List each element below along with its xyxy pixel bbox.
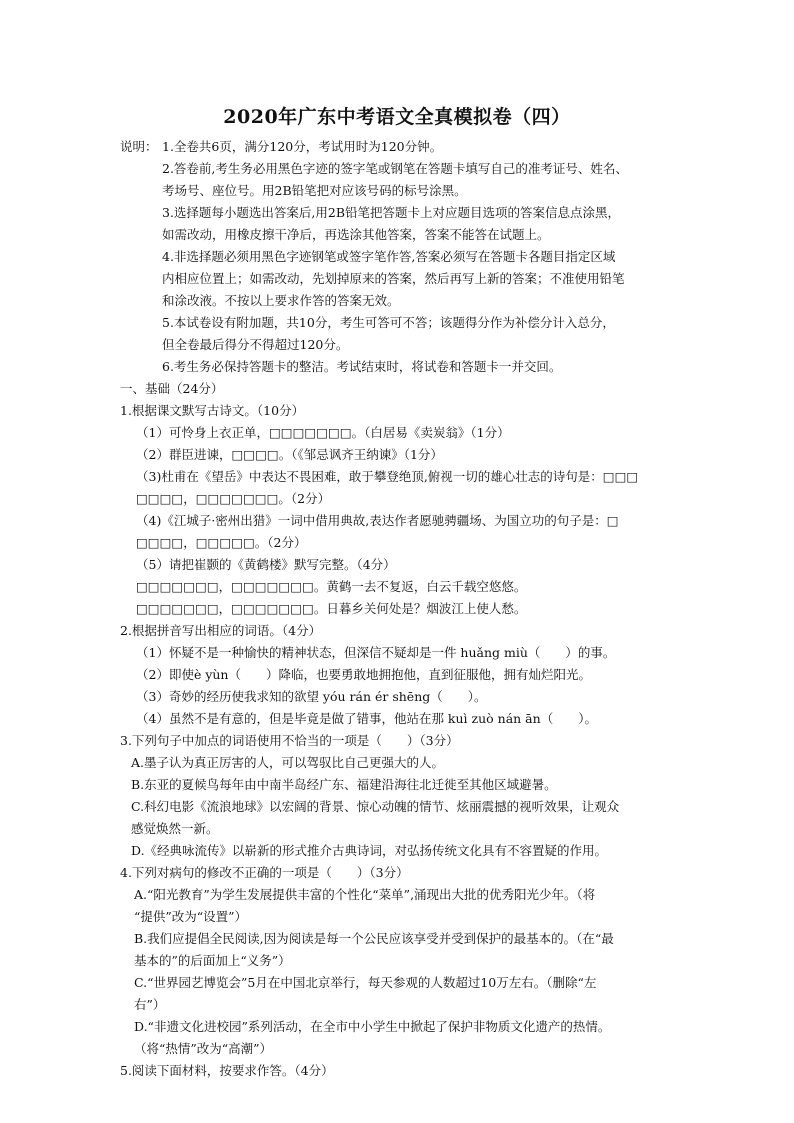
question-5-stem: 5.阅读下面材料，按要求作答。（4分） [120, 1063, 334, 1078]
question-1-item: （1）可怜身上衣正单，□□□□□□□。（白居易《卖炭翁》（1分） [136, 425, 510, 440]
instruction-line: 1.全卷共6页，满分120分，考试用时为120分钟。 [162, 139, 443, 154]
page-title: 2020年广东中考语文全真模拟卷（四） [223, 106, 571, 128]
question-4-option: “提供”改为“设置”） [134, 909, 248, 924]
instruction-line: 2.答卷前,考生务必用黑色字迹的签字笔或钢笔在答题卡填写自己的准考证号、姓名、 [162, 161, 628, 176]
question-4-option: A.“阳光教育”为学生发展提供丰富的个性化“菜单”,涌现出大批的优秀阳光少年。（将 [134, 887, 596, 902]
question-1-item: □□□□□□□，□□□□□□□。黄鹤一去不复返，白云千载空悠悠。 [136, 579, 527, 594]
question-1-item: （2）群臣进谏，□□□□。（《邹忌讽齐王纳谏》（1分） [136, 447, 443, 462]
question-1-item: （5）请把崔颢的《黄鹤楼》默写完整。（4分） [136, 557, 396, 572]
question-4-option: 右”） [134, 997, 166, 1012]
question-1-item: （3)杜甫在《望岳》中表达不畏困难，敢于攀登绝顶,俯视一切的雄心壮志的诗句是：□□□ [136, 469, 639, 484]
instruction-line: 考场号、座位号。用2B铅笔把对应该号码的标号涂黑。 [162, 183, 467, 198]
instruction-line: 和涂改液。不按以上要求作答的答案无效。 [162, 293, 400, 308]
instruction-line: 内相应位置上；如需改动，先划掉原来的答案，然后再写上新的答案；不准使用铅笔 [162, 271, 625, 286]
question-4-option: D.“非遗文化进校园”系列活动，在全市中小学生中掀起了保护非物质文化遗产的热情。 [134, 1019, 611, 1034]
question-3-option: A.墨子认为真正厉害的人，可以驾驭比自己更强大的人。 [131, 755, 445, 770]
instruction-line: 5.本试卷设有附加题，共10分，考生可答可不答；该题得分作为补偿分计入总分， [162, 315, 615, 330]
question-3-option: C.科幻电影《流浪地球》以宏阔的背景、惊心动魄的情节、炫丽震撼的视听效果，让观众 [131, 799, 620, 814]
question-4-option: 基本的”的后面加上“义务”） [134, 953, 291, 968]
question-1-stem: 1.根据课文默写古诗文。（10分） [120, 403, 305, 418]
question-1-item: （4)《江城子·密州出猎》一词中借用典故,表达作者愿驰骋疆场、为国立功的句子是：□ [136, 513, 619, 528]
question-2-item: （4）虽然不是有意的，但是毕竟是做了错事，他站在那 kuì zuò nán ān（ ）。 [136, 711, 597, 726]
question-3-option: D.《经典咏流传》以崭新的形式推介古典诗词，对弘扬传统文化具有不容置疑的作用。 [131, 843, 608, 858]
question-3-stem: 3.下列句子中加点的词语使用不恰当的一项是（ ）（3分） [120, 733, 459, 748]
question-4-option: B.我们应提倡全民阅读,因为阅读是每一个公民应该享受并受到保护的最基本的。（在“最 [134, 931, 614, 946]
question-2-stem: 2.根据拼音写出相应的词语。（4分） [120, 623, 322, 638]
instruction-line: 如需改动，用橡皮擦干净后，再选涂其他答案，答案不能答在试题上。 [162, 227, 550, 242]
instruction-line: 4.非选择题必须用黑色字迹钢笔或签字笔作答,答案必须写在答题卡各题目指定区域 [162, 249, 616, 264]
instructions-label: 说明： [120, 139, 158, 154]
question-1-item: □□□□，□□□□□。（2分） [136, 535, 307, 550]
question-4-option: C.“世界园艺博览会”5月在中国北京举行，每天参观的人数超过10万左右。（删除“左 [134, 975, 597, 990]
question-4-stem: 4.下列对病句的修改不正确的一项是（ ）（3分） [120, 865, 409, 880]
question-3-option: 感觉焕然一新。 [131, 821, 219, 836]
section-heading: 一、基础（24分） [120, 381, 224, 396]
question-1-item: □□□□，□□□□□□□。（2分） [136, 491, 331, 506]
question-2-item: （2）即使è yùn（ ）降临，也要勇敢地拥抱他，直到征服他，拥有灿烂阳光。 [136, 667, 591, 682]
question-1-item: □□□□□□□，□□□□□□□。日暮乡关何处是？烟波江上使人愁。 [136, 601, 527, 616]
question-2-item: （3）奇妙的经历使我求知的欲望 yóu rán ér shēng（ ）。 [136, 689, 487, 704]
question-4-option: （将“热情”改为“高潮”） [134, 1041, 273, 1056]
instruction-line: 但全卷最后得分不得超过120分。 [162, 337, 349, 352]
instruction-line: 6.考生务必保持答题卡的整洁。考试结束时，将试卷和答题卡一并交回。 [162, 359, 562, 374]
instruction-line: 3.选择题每小题选出答案后,用2B铅笔把答题卡上对应题目选项的答案信息点涂黑， [162, 205, 621, 220]
question-2-item: （1）怀疑不是一种愉快的精神状态，但深信不疑却是一件 huǎng miù（ ）的事。 [136, 645, 616, 660]
question-3-option: B.东亚的夏候鸟每年由中南半岛经广东、福建沿海往北迁徙至其他区域避暑。 [131, 777, 557, 792]
